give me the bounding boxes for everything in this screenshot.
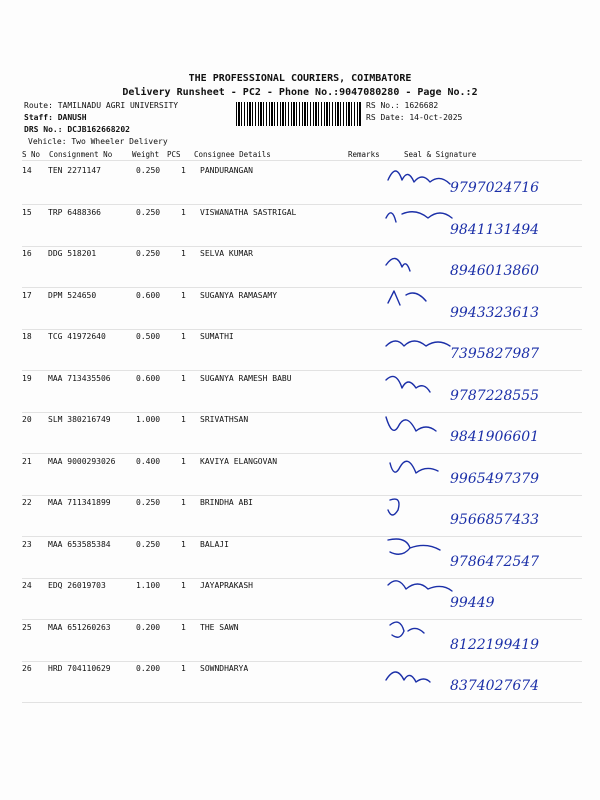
handwritten-phone: 9786472547	[450, 553, 540, 570]
row-sno: 26	[22, 664, 32, 673]
row-weight: 0.400	[136, 456, 161, 466]
row-sno: 18	[22, 332, 32, 341]
row-consignee: SUGANYA RAMASAMY	[200, 290, 278, 300]
col-consignment: Consignment No	[49, 150, 113, 159]
company-name: THE PROFESSIONAL COURIERS, COIMBATORE	[188, 73, 412, 84]
row-sno: 15	[22, 207, 32, 217]
row-consignee: SOWNDHARYA	[200, 664, 249, 673]
row-consignment-no: TCG 41972640	[48, 332, 106, 341]
rs-number: RS No.: 1626682	[366, 101, 439, 110]
row-weight: 0.250	[136, 166, 161, 175]
row-consignment-no: MAA 713435506	[48, 373, 111, 383]
row-pcs: 1	[181, 539, 186, 549]
row-weight: 0.200	[136, 622, 161, 632]
row-pcs: 1	[181, 622, 186, 632]
row-consignee: BALAJI	[200, 539, 229, 549]
row-consignment-no: MAA 9000293026	[48, 456, 116, 466]
col-consignee: Consignee Details	[194, 150, 271, 159]
row-consignee: SUMATHI	[200, 332, 234, 341]
row-consignee: BRINDHA ABI	[200, 498, 253, 507]
col-remarks: Remarks	[348, 150, 380, 159]
row-weight: 0.500	[136, 332, 161, 341]
row-consignee: SUGANYA RAMESH BABU	[200, 373, 292, 383]
row-sno: 20	[22, 415, 32, 424]
row-pcs: 1	[181, 207, 186, 217]
handwritten-phone: 9965497379	[450, 470, 540, 487]
handwritten-signature	[380, 241, 580, 287]
barcode	[236, 102, 362, 126]
handwritten-phone: 99449	[450, 595, 495, 611]
handwritten-signature	[380, 283, 580, 329]
handwritten-phone: 9797024716	[450, 180, 540, 196]
handwritten-signature	[380, 573, 580, 619]
handwritten-signature	[380, 324, 580, 370]
row-pcs: 1	[181, 332, 186, 341]
row-weight: 1.100	[136, 581, 161, 590]
handwritten-signature	[380, 158, 580, 204]
row-pcs: 1	[181, 415, 186, 424]
row-consignee: PANDURANGAN	[200, 166, 253, 175]
row-consignment-no: MAA 651260263	[48, 622, 111, 632]
row-pcs: 1	[181, 456, 186, 466]
handwritten-signature	[380, 366, 580, 412]
row-consignment-no: TRP 6488366	[48, 207, 101, 217]
row-divider	[22, 702, 582, 703]
row-pcs: 1	[181, 249, 186, 258]
row-consignee: THE SAWN	[200, 622, 239, 632]
handwritten-signature	[380, 532, 580, 578]
handwritten-phone: 7395827987	[450, 346, 540, 362]
row-pcs: 1	[181, 498, 186, 507]
row-sno: 23	[22, 539, 32, 549]
row-sno: 24	[22, 581, 32, 590]
row-weight: 0.600	[136, 290, 161, 300]
row-consignment-no: TEN 2271147	[48, 166, 101, 175]
handwritten-phone: 8374027674	[450, 678, 540, 694]
row-consignment-no: HRD 704110629	[48, 664, 111, 673]
row-pcs: 1	[181, 373, 186, 383]
handwritten-phone: 8122199419	[450, 636, 540, 653]
table-row	[0, 664, 600, 706]
row-weight: 0.200	[136, 664, 161, 673]
row-pcs: 1	[181, 166, 186, 175]
col-seal-signature: Seal & Signature	[404, 150, 477, 159]
row-consignee: VISWANATHA SASTRIGAL	[200, 207, 297, 217]
row-pcs: 1	[181, 290, 186, 300]
row-pcs: 1	[181, 581, 186, 590]
handwritten-signature	[380, 200, 580, 246]
row-consignee: SELVA KUMAR	[200, 249, 253, 258]
handwritten-phone: 9943323613	[450, 304, 540, 321]
col-weight: Weight	[132, 150, 160, 159]
col-sno: S No	[22, 150, 41, 159]
row-consignment-no: EDQ 26019703	[48, 581, 106, 590]
row-weight: 0.600	[136, 373, 161, 383]
drs-number: DRS No.: DCJB162668202	[24, 125, 130, 134]
row-consignment-no: MAA 653585384	[48, 539, 111, 549]
handwritten-signature	[380, 449, 580, 495]
row-sno: 25	[22, 622, 32, 632]
row-consignment-no: DDG 518201	[48, 249, 97, 258]
row-sno: 14	[22, 166, 32, 175]
vehicle-label: Vehicle: Two Wheeler Delivery	[28, 137, 168, 146]
handwritten-phone: 9787228555	[450, 387, 540, 404]
runsheet-title: Delivery Runsheet - PC2 - Phone No.:9047080280 - Page No.:2	[122, 87, 478, 98]
row-sno: 22	[22, 498, 32, 507]
handwritten-phone: 8946013860	[450, 263, 540, 279]
col-pcs: PCS	[167, 150, 181, 159]
row-sno: 19	[22, 373, 32, 383]
row-consignee: JAYAPRAKASH	[200, 581, 253, 590]
row-sno: 21	[22, 456, 32, 466]
handwritten-phone: 9841906601	[450, 429, 540, 445]
handwritten-phone: 9841131494	[450, 221, 540, 238]
row-consignment-no: DPM 524650	[48, 290, 97, 300]
row-weight: 0.250	[136, 249, 161, 258]
handwritten-signature	[380, 490, 580, 536]
staff-label: Staff: DANUSH	[24, 113, 87, 122]
route-label: Route: TAMILNADU AGRI UNIVERSITY	[24, 101, 179, 110]
row-sno: 16	[22, 249, 32, 258]
handwritten-signature	[380, 615, 580, 661]
row-consignee: KAVIYA ELANGOVAN	[200, 456, 278, 466]
row-sno: 17	[22, 290, 32, 300]
row-weight: 0.250	[136, 539, 161, 549]
handwritten-phone: 9566857433	[450, 512, 540, 528]
row-consignment-no: SLM 380216749	[48, 415, 111, 424]
row-pcs: 1	[181, 664, 186, 673]
handwritten-signature	[380, 656, 580, 702]
row-weight: 0.250	[136, 498, 161, 507]
row-weight: 0.250	[136, 207, 161, 217]
row-weight: 1.000	[136, 415, 161, 424]
row-consignee: SRIVATHSAN	[200, 415, 249, 424]
row-consignment-no: MAA 711341899	[48, 498, 111, 507]
rs-date: RS Date: 14-Oct-2025	[366, 113, 463, 122]
handwritten-signature	[380, 407, 580, 453]
